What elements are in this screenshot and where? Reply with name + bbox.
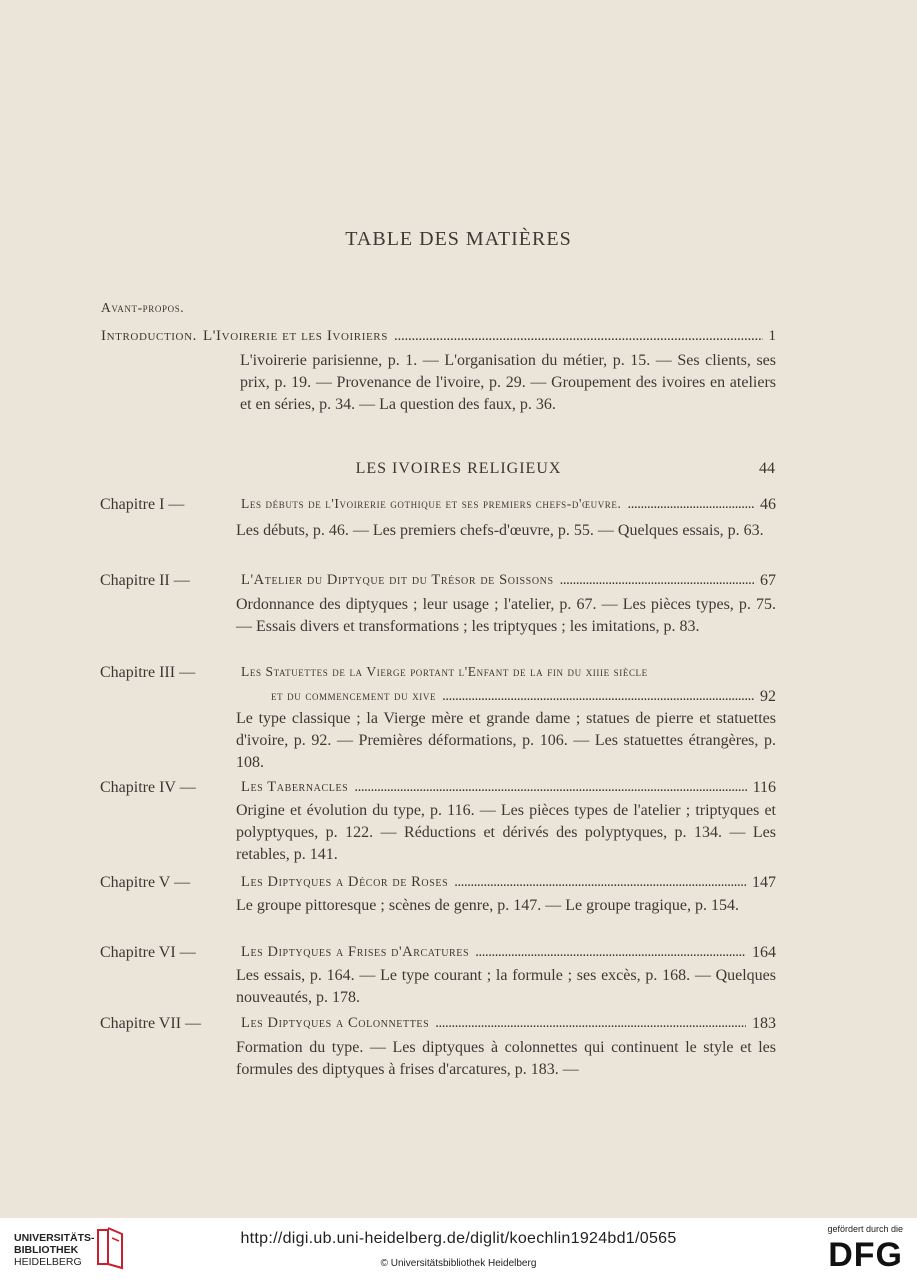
chapter-title: Les Diptyques a Frises d'Arcatures <box>241 944 470 960</box>
chapter-label: Chapitre III — <box>100 664 196 681</box>
leader-dots <box>628 496 755 514</box>
introduction-label: Introduction. <box>101 328 197 344</box>
dfg-logo: DFG <box>828 1236 903 1274</box>
section-page: 44 <box>759 460 775 477</box>
chapter-description: Les débuts, p. 46. — Les premiers chefs-d'œuvre, p. 55. — Quelques essais, p. 63. <box>236 522 764 539</box>
chapter-label: Chapitre IV — <box>100 779 196 796</box>
chapter-title: Les Tabernacles <box>241 779 349 795</box>
leader-dots <box>560 572 754 590</box>
page-title: TABLE DES MATIÈRES <box>345 228 572 250</box>
leader-dots <box>394 328 763 345</box>
chapter-description: Origine et évolution du type, p. 116. — Les pièces types de l'atelier ; triptyques et polyptyques, p. 122. — Réductions et dérivés des polyptyques, p. 134. — Les retables, p. 141. <box>236 802 776 863</box>
chapter-title: L'Atelier du Diptyque dit du Trésor de Soissons <box>241 572 554 588</box>
chapter-label: Chapitre I — <box>100 496 185 513</box>
chapter-entry <box>241 1015 776 1033</box>
chapter-label: Chapitre V — <box>100 874 191 891</box>
library-name-line: HEIDELBERG <box>14 1256 82 1268</box>
chapter-page: 46 <box>760 496 776 513</box>
chapter-entry <box>241 874 776 892</box>
chapter-entry <box>241 944 776 962</box>
chapter-description: Formation du type. — Les diptyques à colonnettes qui continuent le style et les formules des diptyques à frises d'arcatures, p. 183. — <box>236 1039 776 1078</box>
introduction-entry <box>101 328 776 345</box>
chapter-label: Chapitre VI — <box>100 944 196 961</box>
chapter-entry <box>241 572 776 590</box>
introduction-page: 1 <box>768 328 776 344</box>
chapter-title: Les débuts de l'Ivoirerie gothique et ses premiers chefs-d'œuvre. <box>241 496 622 511</box>
chapter-description: Les essais, p. 164. — Le type courant ; la formule ; ses excès, p. 168. — Quelques nouveautés, p. 178. <box>236 967 776 1006</box>
digital-library-footer <box>0 1218 917 1281</box>
introduction-description: L'ivoirerie parisienne, p. 1. — L'organisation du métier, p. 15. — Ses clients, ses prix, p. 19. — Provenance de l'ivoire, p. 29. — Groupement des ivoires en ateliers et en séries, p. 34. — La question des faux, p. 36. <box>240 352 776 413</box>
section-name: LES IVOIRES RELIGIEUX <box>355 460 562 477</box>
chapter-description: Le type classique ; la Vierge mère et grande dame ; statues de pierre et statuettes d'ivoire, p. 92. — Premières déformations, p. 106. — Les statuettes étrangères, p. 108. <box>236 710 776 771</box>
chapter-title: Les Diptyques a Décor de Roses <box>241 874 449 890</box>
permalink-url[interactable]: http://digi.ub.uni-heidelberg.de/diglit/koechlin1924bd1/0565 <box>240 1230 677 1247</box>
leader-dots <box>454 874 746 892</box>
library-name-line: UNIVERSITÄTS- <box>14 1232 95 1244</box>
chapter-label: Chapitre VII — <box>100 1015 202 1032</box>
chapter-description: Ordonnance des diptyques ; leur usage ; l'atelier, p. 67. — Les pièces types, p. 75. — Essais divers et transformations ; les triptyques ; les imitations, p. 83. <box>236 596 776 635</box>
avant-propos-entry: Avant-propos. <box>101 300 185 315</box>
chapter-entry-continuation <box>271 688 776 706</box>
leader-dots <box>435 1015 746 1033</box>
chapter-page: 147 <box>752 874 776 891</box>
leader-dots <box>354 779 746 797</box>
chapter-page: 116 <box>752 779 776 796</box>
chapter-title-continuation: et du commencement du xive <box>271 688 437 703</box>
chapter-title: Les Statuettes de la Vierge portant l'Enfant de la fin du xiiie siècle <box>241 664 648 679</box>
introduction-title: L'Ivoirerie et les Ivoiriers <box>202 328 388 344</box>
chapter-description: Le groupe pittoresque ; scènes de genre, p. 147. — Le groupe tragique, p. 154. <box>236 897 739 914</box>
copyright-notice: © Universitätsbibliothek Heidelberg <box>380 1258 537 1269</box>
chapter-page: 67 <box>760 572 776 589</box>
chapter-entry <box>241 496 776 514</box>
chapter-entry <box>241 664 776 680</box>
funding-note: gefördert durch die <box>827 1224 903 1234</box>
leader-dots <box>475 944 746 962</box>
chapter-page: 183 <box>752 1015 776 1032</box>
chapter-page: 164 <box>752 944 776 961</box>
chapter-entry <box>241 779 776 797</box>
chapter-label: Chapitre II — <box>100 572 190 589</box>
library-name-line: BIBLIOTHEK <box>14 1244 79 1256</box>
leader-dots <box>442 688 754 706</box>
chapter-page: 92 <box>760 688 776 705</box>
chapter-title: Les Diptyques a Colonnettes <box>241 1015 430 1031</box>
